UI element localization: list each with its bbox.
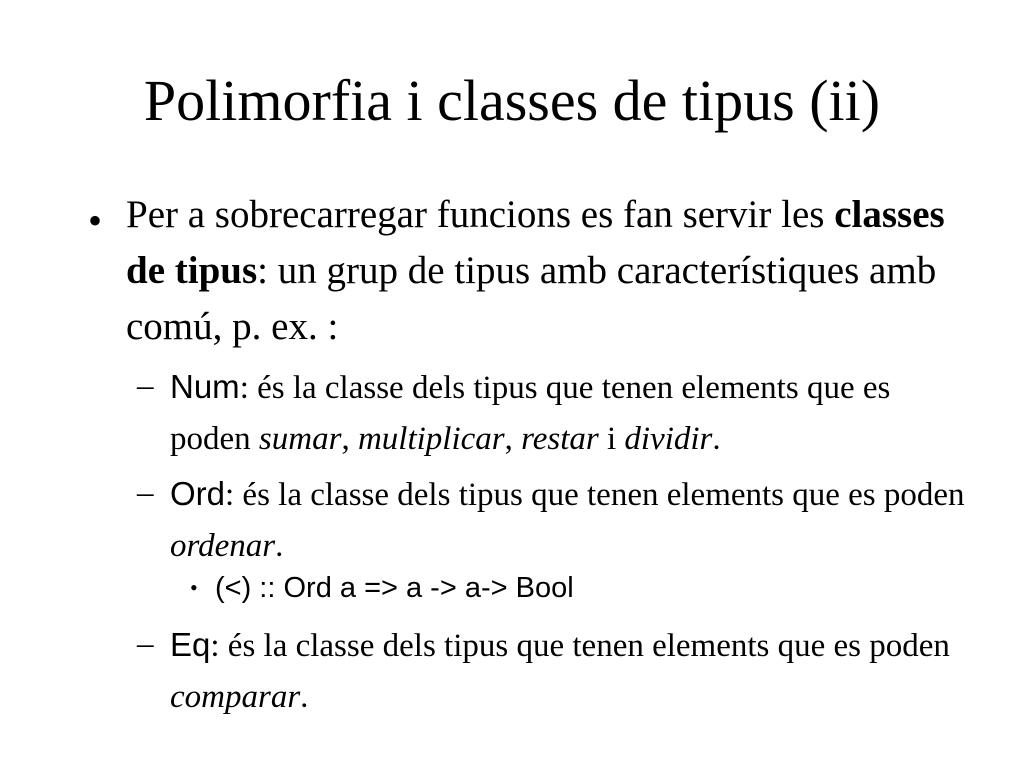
sep-1: , xyxy=(341,421,358,457)
end-period: . xyxy=(300,679,309,715)
bullet-text-line1: Per a sobrecarregar funcions es fan servir les xyxy=(126,193,825,236)
eq-description: : és la classe dels tipus que tenen elements que es poden xyxy=(210,628,950,664)
bullet-text-rest: : un grup de tipus amb característiques amb comú, p. ex. : xyxy=(126,249,937,348)
sep-3: i xyxy=(598,421,625,457)
verb-comparar: comparar xyxy=(170,679,301,715)
dash-marker: – xyxy=(137,368,154,404)
class-name-eq: Eq xyxy=(170,626,211,663)
class-name-num: Num xyxy=(170,368,240,405)
verb-multiplicar: multiplicar xyxy=(357,421,505,457)
sep-2: , xyxy=(504,421,522,457)
sub-bullet-text xyxy=(170,619,970,723)
dash-marker: – xyxy=(137,475,154,511)
verb-ordenar: ordenar xyxy=(170,528,276,564)
verb-sumar: sumar xyxy=(258,421,342,457)
ord-description: : és la classe dels tipus que tenen elements que es poden xyxy=(225,477,965,513)
ord-signature-text: (<) :: Ord a => a -> a-> Bool xyxy=(215,572,574,604)
bullet-marker: • xyxy=(88,198,103,243)
sub-bullet-text xyxy=(170,468,970,572)
bold-term: classes de tipus xyxy=(126,193,945,292)
class-name-ord: Ord xyxy=(170,475,226,512)
end-period: . xyxy=(712,421,721,457)
sub-bullet-text xyxy=(170,361,970,465)
verb-dividir: dividir xyxy=(624,421,713,457)
slide-title: Polimorfia i classes de tipus (ii) xyxy=(143,68,881,133)
end-period: . xyxy=(275,528,284,564)
verb-restar: restar xyxy=(521,421,599,457)
num-description: : és la classe dels tipus que tenen elements que es poden xyxy=(170,370,891,457)
bullet-text xyxy=(126,187,966,355)
bullet-marker: • xyxy=(190,575,198,600)
dash-marker: – xyxy=(137,626,154,662)
